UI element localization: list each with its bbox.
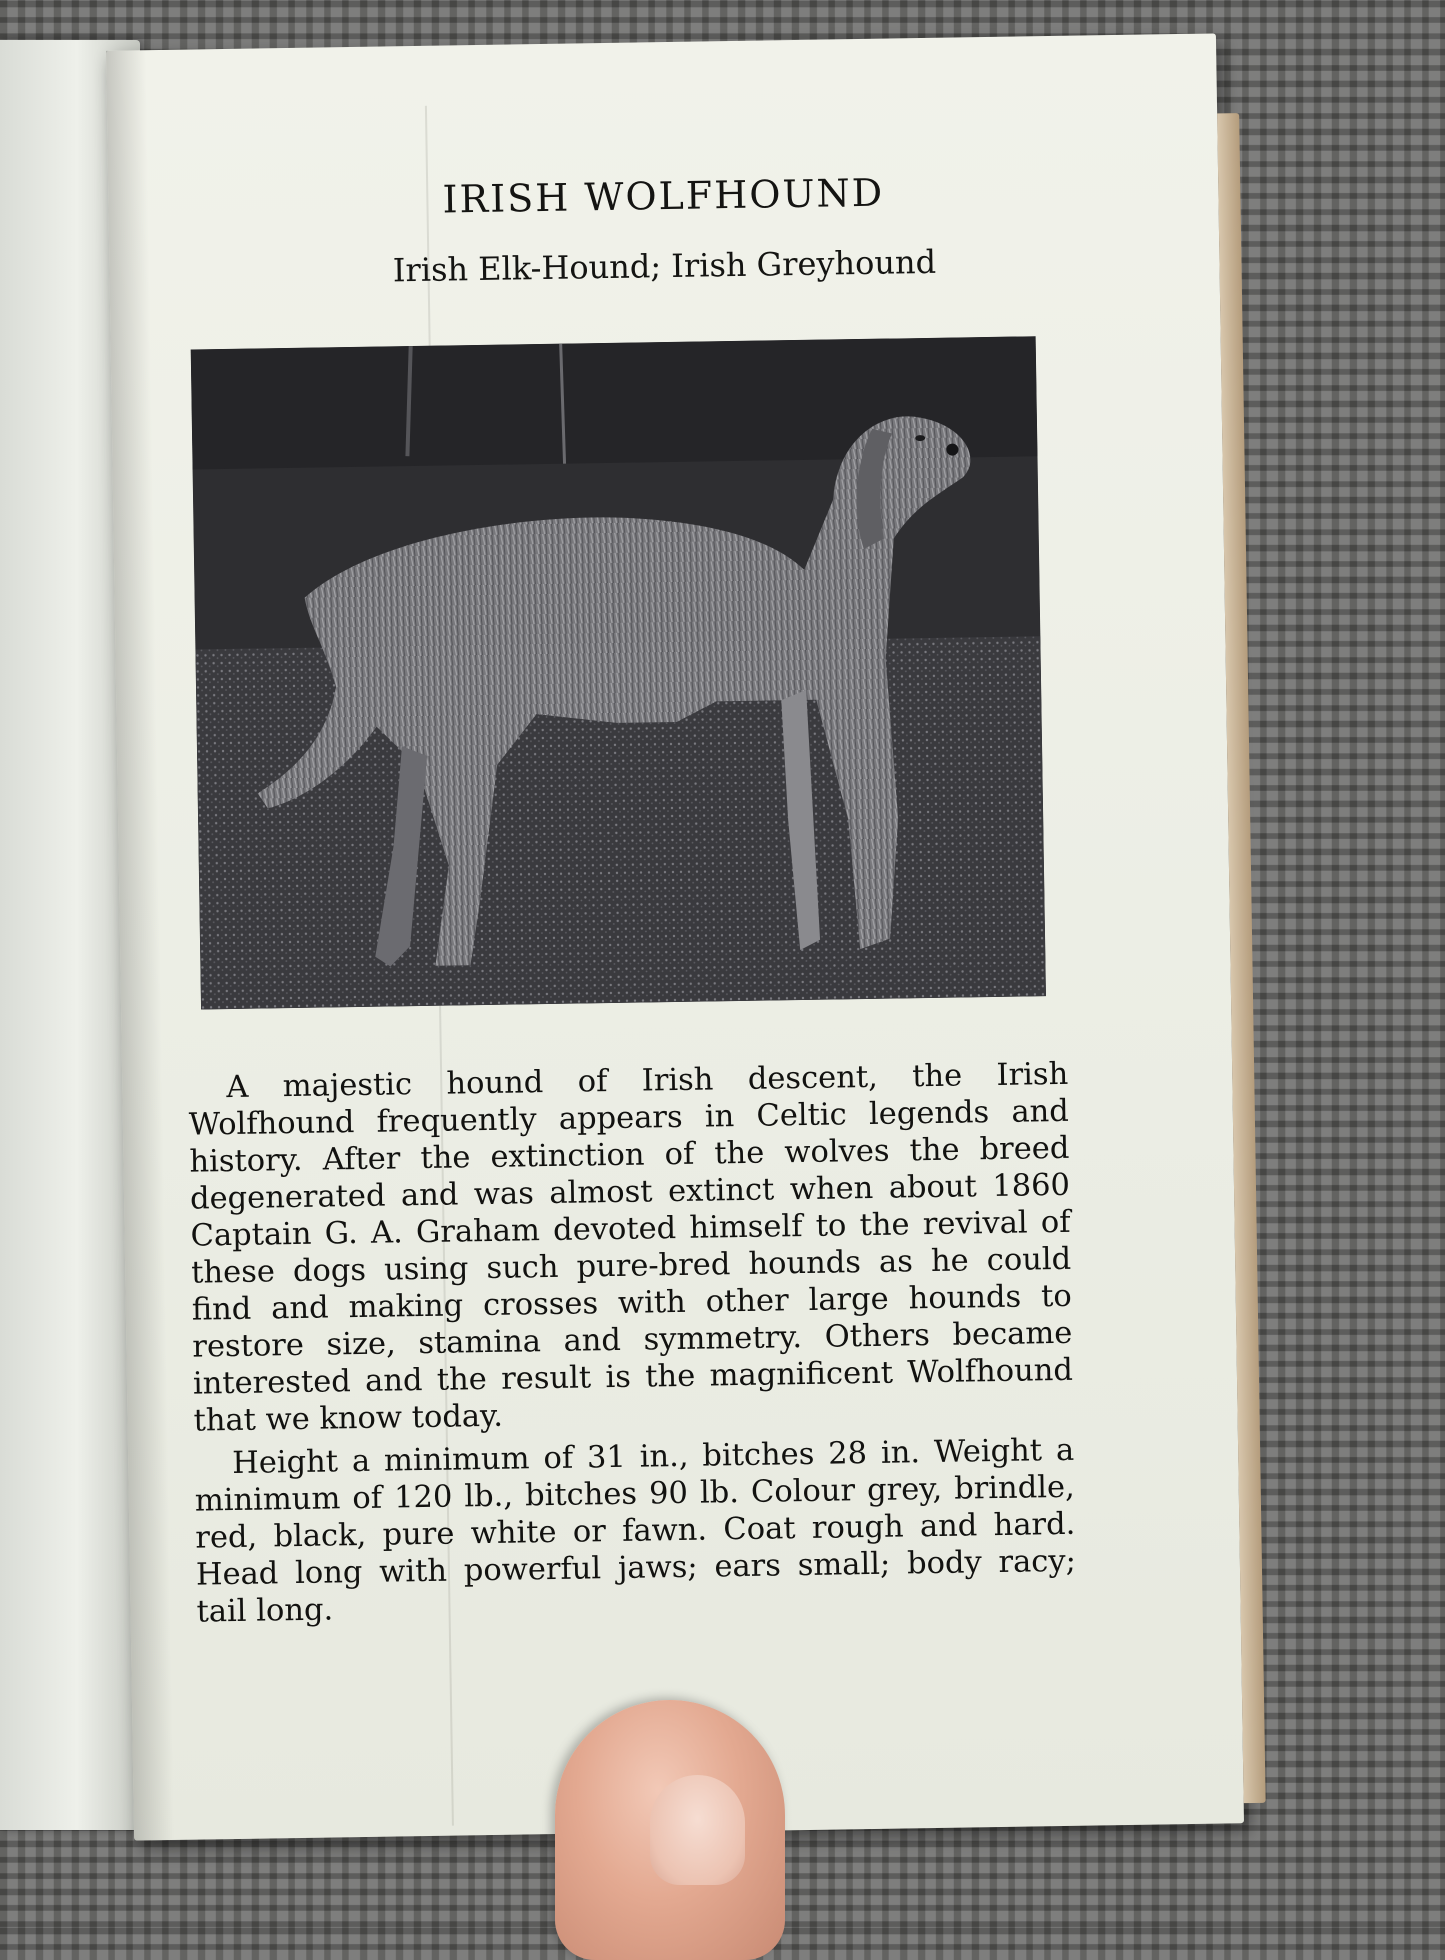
wolfhound-illustration (191, 336, 1046, 1009)
paragraph-standard: Height a minimum of 31 in., bitches 28 in. Weight a minimum of 120 lb., bitches 90 lb. Colour grey, brindle, red, black, pure white or fawn. Coat rough and hard. Head long with powerful jaws; ears small; body racy; tail long. (194, 1432, 1077, 1630)
thumbnail-nail (650, 1775, 745, 1885)
page-stack-edge (1217, 113, 1266, 1803)
book-page (106, 33, 1244, 1840)
paragraph-history: A majestic hound of Irish descent, the Irish Wolfhound frequently appears in Celtic legends and history. After the extinction of the wolves the breed degenerated and was almost extinct when about 1860 Captain G. A. Graham devoted himself to the revival of these dogs using such pure-bred hounds as he could find and making crosses with other large hounds to restore size, stamina and symmetry. Others became interested and the result is the magnificent Wolfhound that we know today. (188, 1056, 1074, 1439)
description-text (188, 1056, 1077, 1631)
wolfhound-photo (191, 336, 1046, 1009)
page-title: IRISH WOLFHOUND (442, 170, 885, 222)
page-subtitle: Irish Elk-Hound; Irish Greyhound (392, 242, 937, 290)
